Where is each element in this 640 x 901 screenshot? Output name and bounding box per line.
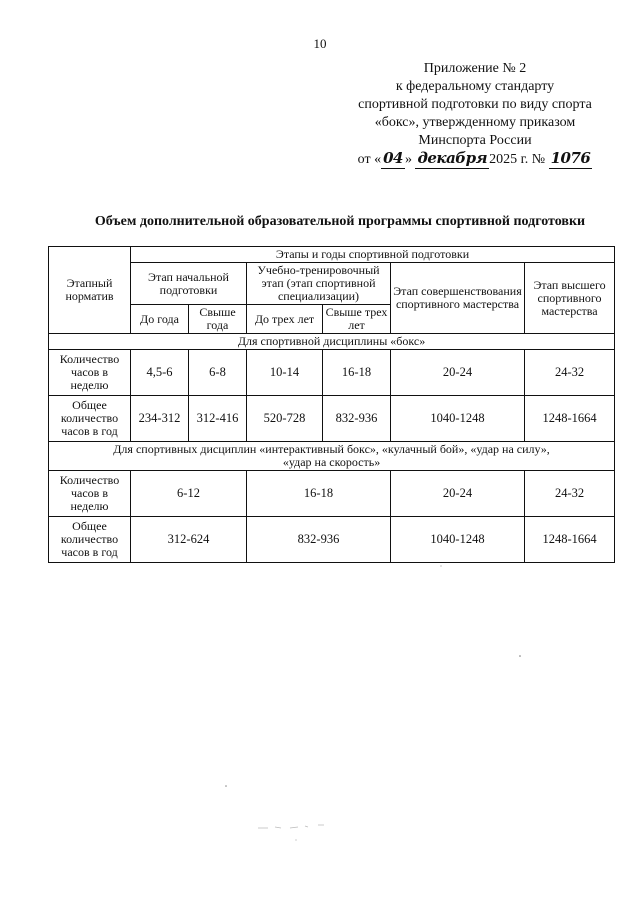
header-stage-initial: Этап начальной подготовки	[131, 263, 247, 305]
appendix-line-5: Минспорта России	[418, 133, 532, 148]
table-row	[49, 471, 615, 517]
appendix-line-1: Приложение № 2	[423, 61, 527, 76]
section-other-line-2: «удар на скорость»	[282, 455, 381, 469]
table-cell: 16-18	[247, 471, 391, 517]
date-prefix: от «	[357, 152, 382, 167]
program-volume-table	[48, 246, 615, 563]
header-stage-improvement: Этап совершенствования спортивного мастерства	[391, 263, 525, 334]
appendix-line-2: к федеральному стандарту	[395, 79, 555, 94]
table-cell: 312-416	[189, 396, 247, 442]
header-norm: Этапный норматив	[49, 247, 131, 334]
header-stages: Этапы и годы спортивной подготовки	[131, 247, 615, 263]
table-cell: 1040-1248	[391, 396, 525, 442]
table-cell: 24-32	[525, 350, 615, 396]
table-cell: 20-24	[391, 471, 525, 517]
appendix-line-3: спортивной подготовки по виду спорта	[358, 97, 592, 112]
appendix-date-line	[330, 150, 620, 169]
section-boxing: Для спортивной дисциплины «бокс»	[49, 334, 615, 350]
header-stage-higher: Этап высшего спортивного мастерства	[525, 263, 615, 334]
row-label: Количество часов в неделю	[49, 350, 131, 396]
row-label: Количество часов в неделю	[49, 471, 131, 517]
header-stage-training: Учебно-тренировочный этап (этап спортивной специализации)	[247, 263, 391, 305]
table-cell: 24-32	[525, 471, 615, 517]
header-over-year: Свыше года	[189, 305, 247, 334]
table-cell: 6-12	[131, 471, 247, 517]
table-cell: 1040-1248	[391, 517, 525, 563]
table-cell: 10-14	[247, 350, 323, 396]
table-row	[49, 396, 615, 442]
table-cell: 832-936	[323, 396, 391, 442]
header-over-three-years: Свыше трех лет	[323, 305, 391, 334]
row-label: Общее количество часов в год	[49, 396, 131, 442]
table-cell: 520-728	[247, 396, 323, 442]
order-number-handwritten: 1076	[550, 149, 591, 167]
table-cell: 832-936	[247, 517, 391, 563]
page-number: 10	[313, 36, 327, 51]
table-cell: 1248-1664	[525, 517, 615, 563]
section-other-line-1: Для спортивных дисциплин «интерактивный бокс», «кулачный бой», «удар на силу»,	[113, 442, 550, 456]
date-year-text: 2025 г. №	[489, 152, 546, 167]
table-row	[49, 517, 615, 563]
header-up-to-year: До года	[131, 305, 189, 334]
table-row	[49, 350, 615, 396]
table-cell: 4,5-6	[131, 350, 189, 396]
appendix-line-4: «бокс», утвержденному приказом	[374, 115, 576, 130]
table-cell: 1248-1664	[525, 396, 615, 442]
table-cell: 234-312	[131, 396, 189, 442]
date-mid: »	[404, 152, 412, 167]
table-cell: 312-624	[131, 517, 247, 563]
table-cell: 6-8	[189, 350, 247, 396]
date-month-handwritten: декабря	[417, 149, 488, 167]
date-day-handwritten: 04	[383, 149, 403, 167]
table-cell: 16-18	[323, 350, 391, 396]
section-other-disciplines	[49, 442, 615, 471]
appendix-header	[330, 60, 620, 169]
row-label: Общее количество часов в год	[49, 517, 131, 563]
document-title: Объем дополнительной образовательной программы спортивной подготовки	[94, 214, 586, 229]
header-up-to-three-years: До трех лет	[247, 305, 323, 334]
table-cell: 20-24	[391, 350, 525, 396]
